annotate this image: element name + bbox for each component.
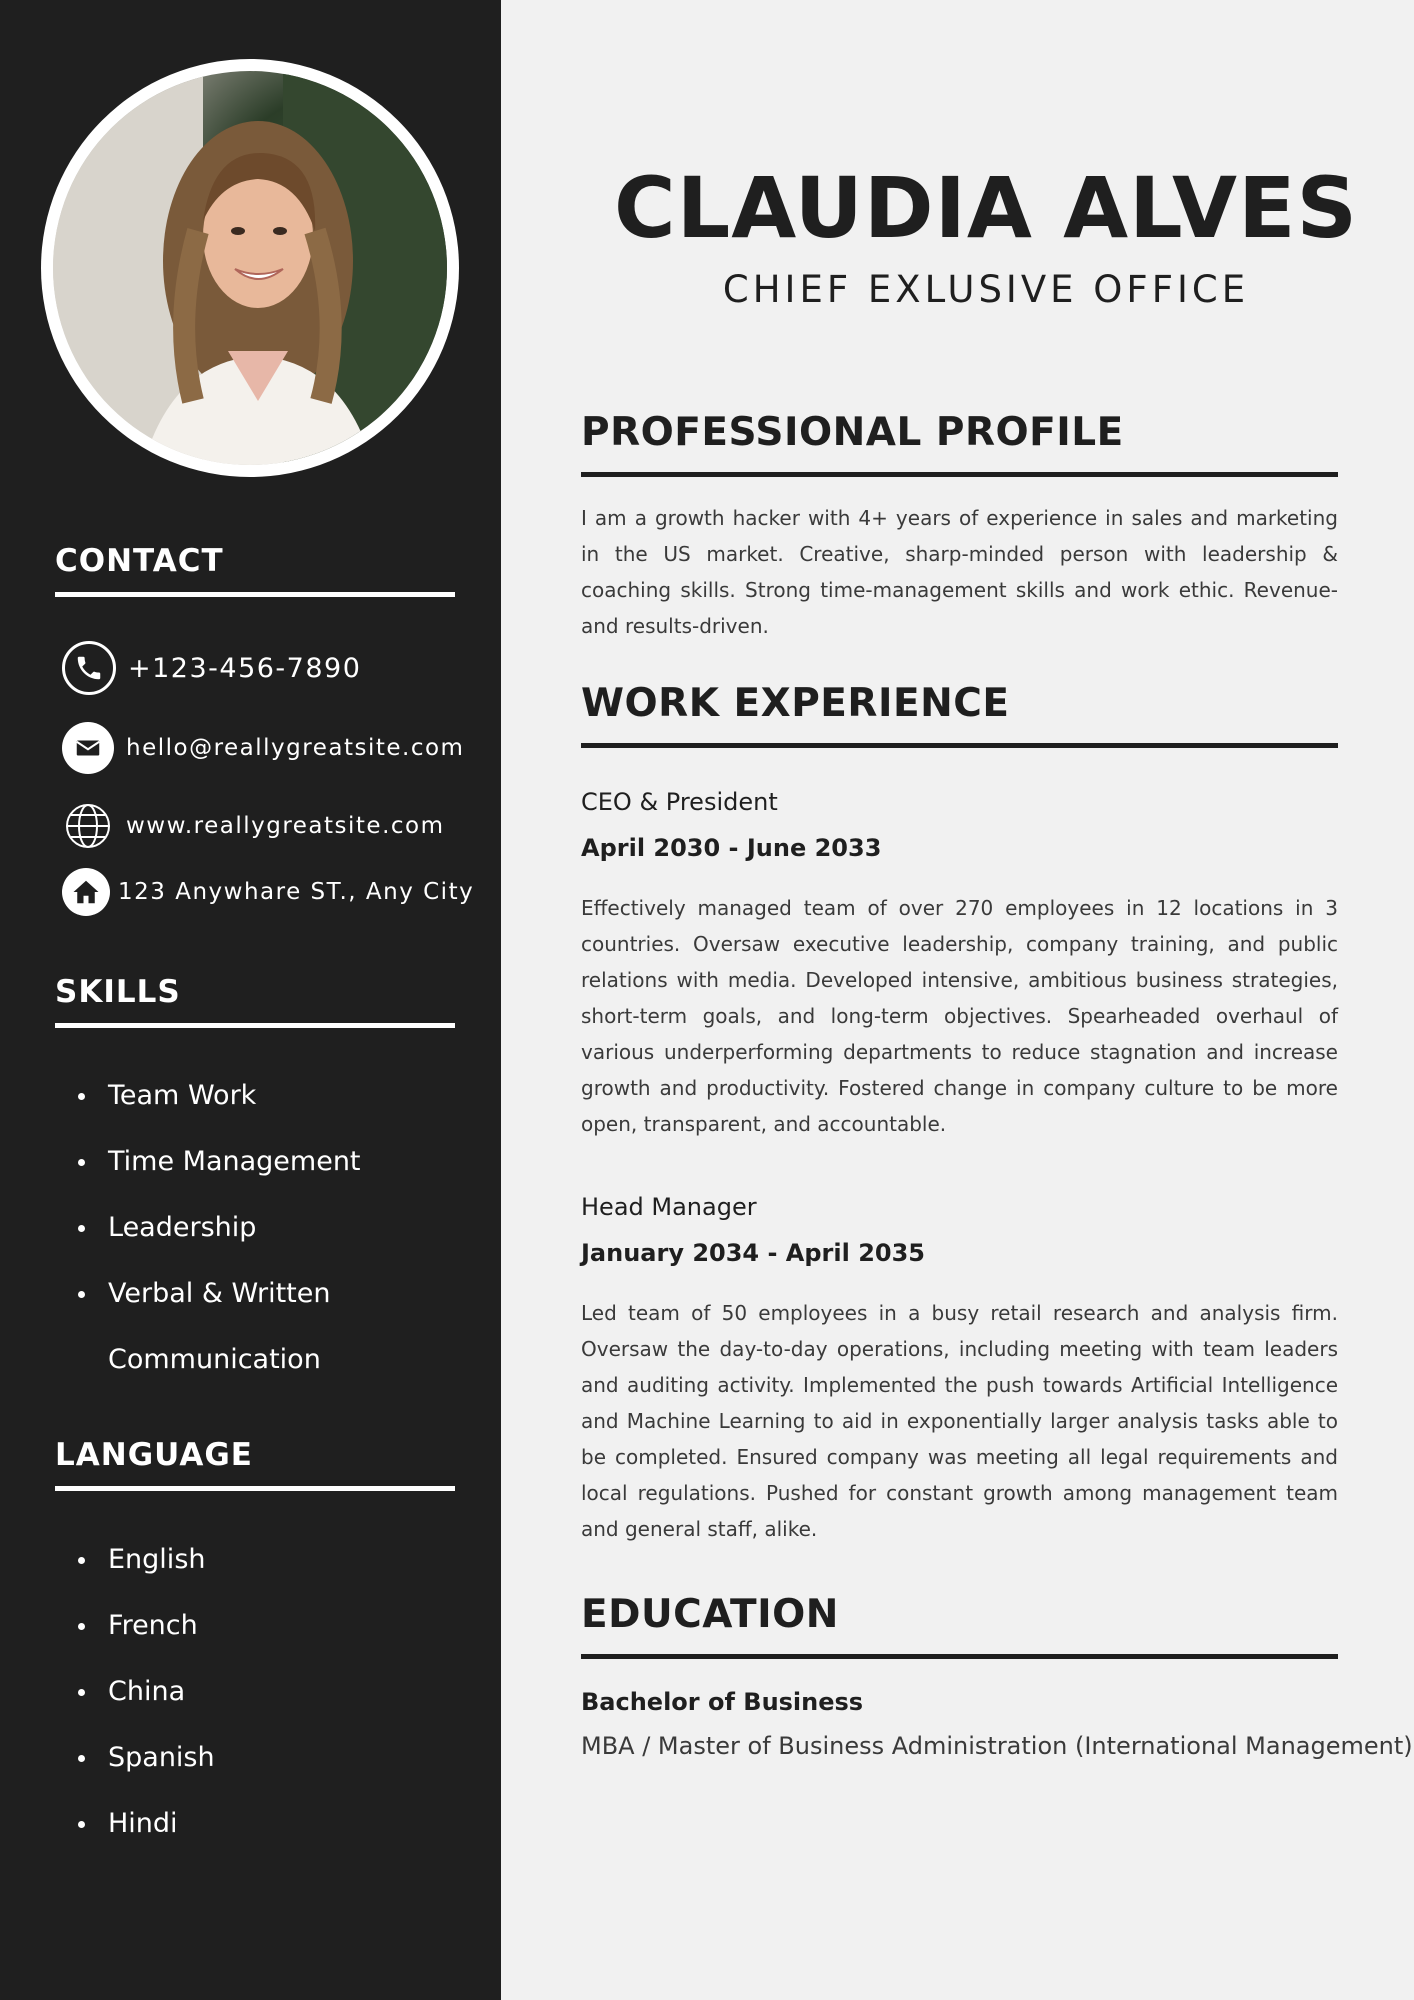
phone-icon bbox=[62, 641, 116, 695]
job-title: Head Manager bbox=[581, 1193, 757, 1221]
language-item: China bbox=[78, 1659, 215, 1725]
job-description: Effectively managed team of over 270 employees in 12 locations in 3 countries. Oversaw executive leadership, company training, and public relations with media. Developed intensive, ambitious business strategies, short-term goals, and long-term objectives. Spearheaded overhaul of various underperforming departments to reduce stagnation and increase growth and productivity. Fostered change in company culture to be more open, transparent, and accountable. bbox=[581, 896, 1338, 1136]
bullet-icon bbox=[78, 1159, 85, 1166]
contact-divider bbox=[55, 592, 455, 597]
profile-photo bbox=[53, 71, 447, 465]
bullet-icon bbox=[78, 1557, 85, 1564]
phone-number[interactable]: +123-456-7890 bbox=[128, 652, 362, 684]
bullet-icon bbox=[78, 1689, 85, 1696]
skills-list bbox=[78, 1063, 361, 1393]
skill-item: Leadership bbox=[78, 1195, 361, 1261]
bullet-icon bbox=[78, 1225, 85, 1232]
education-heading: EDUCATION bbox=[581, 1592, 839, 1637]
profile-heading: PROFESSIONAL PROFILE bbox=[581, 410, 1124, 455]
language-divider bbox=[55, 1486, 455, 1491]
bullet-icon bbox=[78, 1821, 85, 1828]
bullet-icon bbox=[78, 1623, 85, 1630]
home-icon bbox=[62, 868, 110, 916]
main-content bbox=[501, 0, 1414, 2000]
skills-heading: SKILLS bbox=[55, 974, 181, 1010]
globe-icon bbox=[62, 800, 114, 852]
sidebar bbox=[0, 0, 501, 2000]
language-list bbox=[78, 1527, 215, 1857]
language-item: French bbox=[78, 1593, 215, 1659]
skill-item-continued: Communication bbox=[108, 1344, 321, 1375]
profile-divider bbox=[581, 472, 1338, 477]
mail-icon bbox=[62, 722, 114, 774]
language-item: Spanish bbox=[78, 1725, 215, 1791]
degree-title: Bachelor of Business bbox=[581, 1688, 864, 1716]
language-item: English bbox=[78, 1527, 215, 1593]
profile-summary: I am a growth hacker with 4+ years of experience in sales and marketing in the US market. Creative, sharp-minded person with leadership & coaching skills. Strong time-management skills and work ethic. Revenue- and results-driven. bbox=[581, 506, 1338, 638]
job-description: Led team of 50 employees in a busy retail research and analysis firm. Oversaw the day-to-day operations, including meeting with team leaders and auditing activity. Implemented the push towards Artificial Intelligence and Machine Learning to aid in exponentially larger analysis tasks able to be completed. Ensured company was meeting all legal requirements and local regulations. Pushed for constant growth among management team and general staff, alike. bbox=[581, 1301, 1338, 1541]
candidate-name: CLAUDIA ALVES bbox=[614, 159, 1358, 257]
contact-address bbox=[62, 864, 474, 920]
job-dates: April 2030 - June 2033 bbox=[581, 834, 882, 862]
contact-heading: CONTACT bbox=[55, 543, 224, 579]
skills-divider bbox=[55, 1023, 455, 1028]
website-url[interactable]: www.reallygreatsite.com bbox=[126, 813, 445, 839]
skill-item: Time Management bbox=[78, 1129, 361, 1195]
street-address: 123 Anywhare ST., Any City bbox=[118, 879, 475, 905]
language-item: Hindi bbox=[78, 1791, 215, 1857]
contact-email bbox=[62, 720, 464, 776]
work-experience-divider bbox=[581, 743, 1338, 748]
language-heading: LANGUAGE bbox=[55, 1437, 253, 1473]
job-title: CEO & President bbox=[581, 788, 778, 816]
skill-item: Verbal & Written bbox=[78, 1261, 361, 1327]
candidate-title: CHIEF EXLUSIVE OFFICE bbox=[722, 268, 1250, 311]
skill-item: Team Work bbox=[78, 1063, 361, 1129]
portrait-illustration bbox=[53, 71, 447, 465]
bullet-icon bbox=[78, 1291, 85, 1298]
profile-photo-frame bbox=[41, 59, 459, 477]
job-dates: January 2034 - April 2035 bbox=[581, 1239, 925, 1267]
bullet-icon bbox=[78, 1755, 85, 1762]
education-divider bbox=[581, 1654, 1338, 1659]
degree-detail: MBA / Master of Business Administration (International Management) bbox=[581, 1732, 1413, 1760]
email-address[interactable]: hello@reallygreatsite.com bbox=[126, 735, 465, 761]
contact-website bbox=[62, 798, 445, 854]
work-experience-heading: WORK EXPERIENCE bbox=[581, 681, 1010, 726]
bullet-icon bbox=[78, 1093, 85, 1100]
contact-phone bbox=[62, 640, 361, 696]
